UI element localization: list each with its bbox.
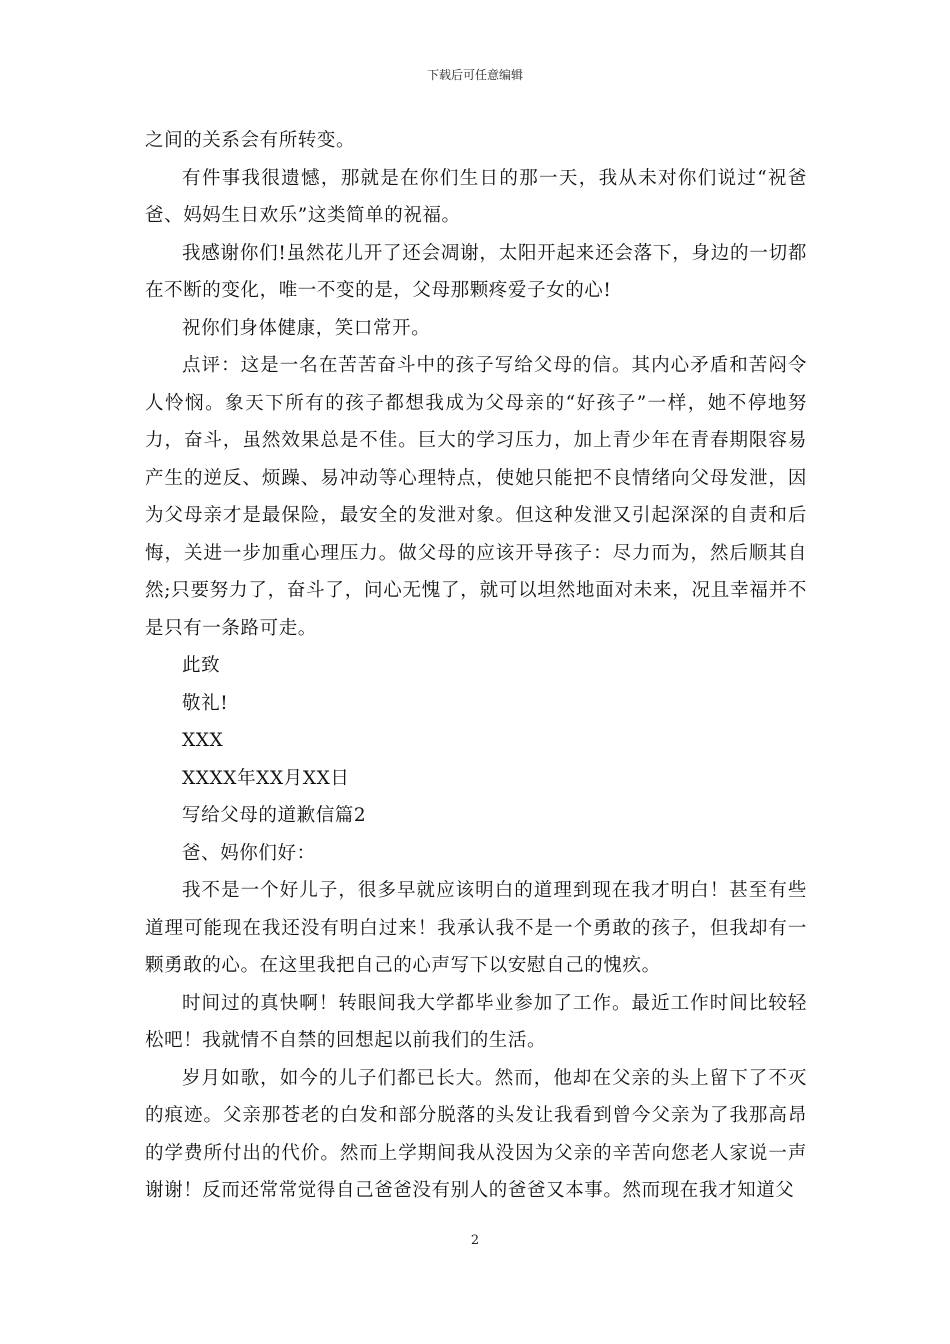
paragraph-wishes: 祝你们身体健康，笑口常开。	[182, 317, 431, 339]
closing-salutation: 此致	[182, 655, 221, 676]
paragraph-commentary: 点评：这是一名在苦苦奋斗中的孩子写给父母的信。其内心矛盾和苦闷令人怜悯。象天下所有的孩子都想我成为父母亲的“好孩子”一样，她不停地努力，奋斗，虽然效果总是不佳。巨大的学习压力，加上青少年在青春期限容易产生的逆反、烦躁、易冲动等心理特点，使她只能把不良情绪向父母发泄，因为父母亲才是最保险，最安全的发泄对象。但这种发泄又引起深深的自责和后悔，关进一步加重心理压力。做父母的应该开导孩子：尽力而为，然后顺其自然;只要努力了，奋斗了，问心无愧了，就可以坦然地面对未来，况且幸福并不是只有一条路可走。	[145, 355, 807, 639]
document-body	[145, 122, 807, 1210]
page-number: 2	[470, 1233, 480, 1248]
paragraph-memories: 岁月如歌，如今的儿子们都已长大。然而，他却在父亲的头上留下了不灭的痕迹。父亲那苍老的白发和部分脱落的头发让我看到曾今父亲为了我那高昂的学费所付出的代价。然而上学期间我从没因为父亲的辛苦向您老人家说一声谢谢！反而还常常觉得自己爸爸没有别人的爸爸又本事。然而现在我才知道父	[145, 1067, 807, 1201]
signature-date: XXXX年XX月XX日	[182, 767, 350, 789]
page-header: 下载后可任意编辑	[426, 68, 523, 82]
section-title: 写给父母的道歉信篇2	[182, 805, 367, 826]
closing-regards: 敬礼!	[182, 692, 229, 714]
signature-name: XXX	[182, 730, 224, 751]
paragraph-continuation: 之间的关系会有所转变。	[145, 130, 356, 151]
paragraph-regret: 有件事我很遗憾，那就是在你们生日的那一天，我从未对你们说过“祝爸爸、妈妈生日欢乐”这类简单的祝福。	[145, 167, 807, 226]
paragraph-confession: 我不是一个好儿子，很多早就应该明白的道理到现在我才明白！甚至有些道理可能现在我还没有明白过来！我承认我不是一个勇敢的孩子，但我却有一颗勇敢的心。在这里我把自己的心声写下以安慰自己的愧疚。	[145, 880, 807, 976]
paragraph-time: 时间过的真快啊！转眼间我大学都毕业参加了工作。最近工作时间比较轻松吧！我就情不自禁的回想起以前我们的生活。	[145, 992, 807, 1051]
letter-greeting: 爸、妈你们好：	[182, 842, 316, 864]
paragraph-thanks: 我感谢你们!虽然花儿开了还会凋谢，太阳开起来还会落下，身边的一切都在不断的变化，唯一不变的是，父母那颗疼爱子女的心!	[145, 242, 807, 301]
